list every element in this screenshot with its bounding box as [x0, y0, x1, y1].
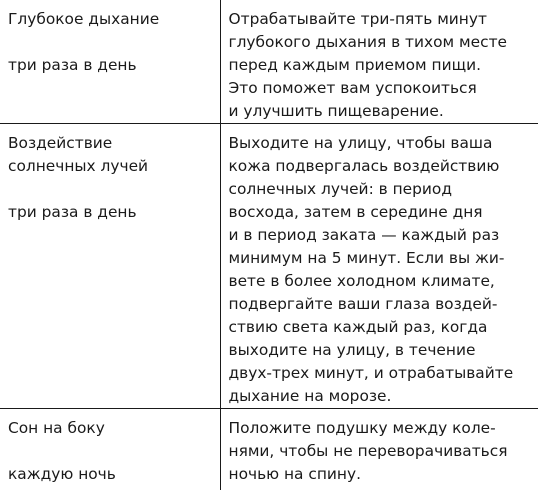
description-cell: [220, 409, 538, 490]
description-line: восхода, затем в середине дня: [228, 203, 483, 221]
description-line: выходите на улицу, в течение: [228, 341, 476, 359]
practice-name: Воздействие: [8, 134, 113, 152]
description-line: ночью на спину.: [228, 465, 361, 483]
table-row: [0, 0, 538, 124]
description-line: и в период заката — каждый раз: [228, 226, 500, 244]
description-line: дыхание на морозе.: [228, 387, 392, 405]
practice-name: Глубокое дыхание: [8, 10, 160, 28]
description-line: Выходите на улицу, чтобы ваша: [228, 134, 493, 152]
practice-frequency: три раза в день: [8, 203, 137, 221]
practice-name: солнечных лучей: [8, 157, 149, 175]
practice-frequency: каждую ночь: [8, 465, 116, 483]
description-line: и улучшить пищеварение.: [228, 102, 444, 120]
description-line: нями, чтобы не переворачиваться: [228, 442, 508, 460]
description-line: ствию света каждый раз, когда: [228, 318, 488, 336]
description-cell: [220, 0, 538, 124]
description-line: Положите подушку между коле-: [228, 419, 496, 437]
practice-name: Сон на боку: [8, 419, 105, 437]
description-line: вете в более холодном климате,: [228, 272, 495, 290]
description-line: кожа подвергалась воздействию: [228, 157, 500, 175]
practice-cell: [0, 0, 220, 124]
description-line: солнечных лучей: в период: [228, 180, 452, 198]
description-line: двух-трех минут, и отрабатывайте: [228, 364, 514, 382]
practice-frequency: три раза в день: [8, 56, 137, 74]
description-line: подвергайте ваши глаза воздей-: [228, 295, 498, 313]
table-row: [0, 124, 538, 409]
description-cell: [220, 124, 538, 409]
practice-cell: [0, 124, 220, 409]
description-line: глубокого дыхания в тихом месте: [228, 33, 508, 51]
practice-cell: [0, 409, 220, 490]
description-line: Это поможет вам успокоиться: [228, 79, 477, 97]
table-row: [0, 409, 538, 490]
description-line: минимум на 5 минут. Если вы жи-: [228, 249, 505, 267]
description-line: Отрабатывайте три-пять минут: [228, 10, 487, 28]
description-line: перед каждым приемом пищи.: [228, 56, 481, 74]
